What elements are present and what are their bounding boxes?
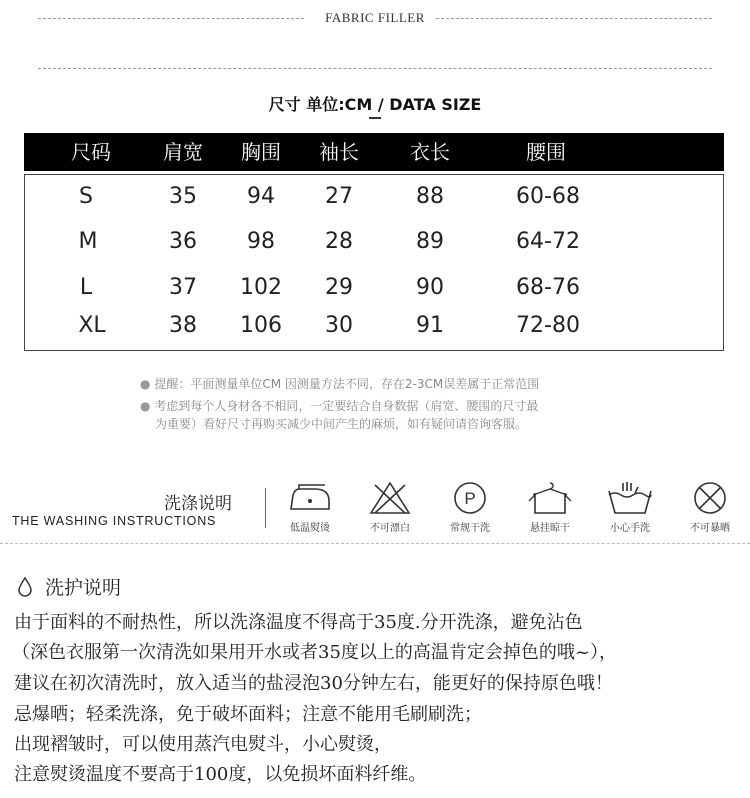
divider-second <box>38 68 712 69</box>
header-shoulder: 肩宽 <box>163 140 203 164</box>
cell-size: L <box>79 275 93 300</box>
divider-top-right <box>436 18 712 19</box>
cell-chest: 102 <box>240 275 282 300</box>
size-chart-title: 尺寸 单位:CM / DATA SIZE <box>268 95 482 114</box>
cell-shoulder: 37 <box>169 275 197 300</box>
note-measurement <box>140 375 539 392</box>
icon-label: 悬挂晾干 <box>530 523 570 534</box>
washing-title-cn: 洗涤说明 <box>164 494 232 514</box>
header-sleeve: 袖长 <box>319 140 359 164</box>
icon-label: 常规干洗 <box>450 523 490 534</box>
no-bleach-icon <box>365 481 415 515</box>
note-text: 考虑到每个人身材各不相同，一定要结合自身数据（肩宽、腰围的尺寸最 <box>154 399 539 413</box>
care-line: 忌爆晒；轻柔洗涤，免于破坏面料；注意不能用毛刷刷洗； <box>14 704 482 725</box>
bullet-icon: ● <box>140 399 151 413</box>
iron-low-temp-icon <box>285 481 335 515</box>
cell-sleeve: 29 <box>325 275 353 300</box>
cell-chest: 94 <box>247 184 275 209</box>
care-line: （深色衣服第一次清洗如果用开水或者35度以上的高温肯定会掉色的哦~）， <box>12 642 617 663</box>
cell-sleeve: 28 <box>325 229 353 254</box>
cell-size: XL <box>78 313 106 338</box>
header-chest: 胸围 <box>241 140 281 164</box>
icon-label: 低温熨烫 <box>290 523 330 534</box>
header-length: 衣长 <box>410 140 450 164</box>
cell-length: 88 <box>416 184 444 209</box>
cell-shoulder: 36 <box>169 229 197 254</box>
care-line: 由于面料的不耐热性，所以洗涤温度不得高于35度.分开洗涤，避免沾色 <box>14 612 583 633</box>
cell-waist: 68-76 <box>516 275 580 300</box>
cell-chest: 98 <box>247 229 275 254</box>
cell-sleeve: 27 <box>325 184 353 209</box>
cell-waist: 60-68 <box>516 184 580 209</box>
title-underline <box>369 117 381 119</box>
cell-sleeve: 30 <box>325 313 353 338</box>
cell-shoulder: 35 <box>169 184 197 209</box>
care-instructions-title: 洗护说明 <box>45 577 122 599</box>
icon-label: 不可暴晒 <box>690 523 730 534</box>
icon-label: 小心手洗 <box>610 523 650 534</box>
svg-text:P: P <box>464 489 476 508</box>
header-waist: 腰围 <box>526 140 566 164</box>
cell-size: M <box>78 229 98 254</box>
bullet-icon: ● <box>140 377 151 391</box>
cell-size: S <box>79 184 93 209</box>
cell-length: 90 <box>416 275 444 300</box>
dry-clean-p-icon <box>445 481 495 515</box>
icon-label: 不可漂白 <box>370 523 410 534</box>
note-body-fit <box>140 397 538 414</box>
note-text: 提醒：平面测量单位CM 因测量方法不同，存在2-3CM误差属于正常范围 <box>154 377 540 391</box>
note-body-fit-cont: 为重要）看好尺寸再购买减少中间产生的麻烦，如有疑问请咨询客服。 <box>155 417 528 431</box>
header-size: 尺码 <box>71 140 111 164</box>
washing-divider <box>265 488 266 528</box>
size-table-body <box>24 174 724 351</box>
washing-title-en: THE WASHING INSTRUCTIONS <box>12 514 217 528</box>
cell-waist: 72-80 <box>516 313 580 338</box>
no-sun-dry-icon <box>685 481 735 515</box>
care-line: 注意熨烫温度不要高于100度，以免损坏面料纤维。 <box>14 764 427 785</box>
care-line: 出现褶皱时，可以使用蒸汽电熨斗，小心熨烫， <box>14 734 392 755</box>
cell-length: 89 <box>416 229 444 254</box>
cell-chest: 106 <box>240 313 282 338</box>
cell-waist: 64-72 <box>516 229 580 254</box>
section-divider <box>0 543 750 544</box>
cell-length: 91 <box>416 313 444 338</box>
cell-shoulder: 38 <box>169 313 197 338</box>
care-line: 建议在初次清洗时，放入适当的盐浸泡30分钟左右，能更好的保持原色哦！ <box>14 673 613 694</box>
water-drop-icon <box>16 576 34 598</box>
size-table-header <box>24 133 724 171</box>
hand-wash-icon <box>605 481 655 515</box>
hang-dry-icon <box>525 481 575 515</box>
fabric-filler-title: FABRIC FILLER <box>325 10 425 25</box>
